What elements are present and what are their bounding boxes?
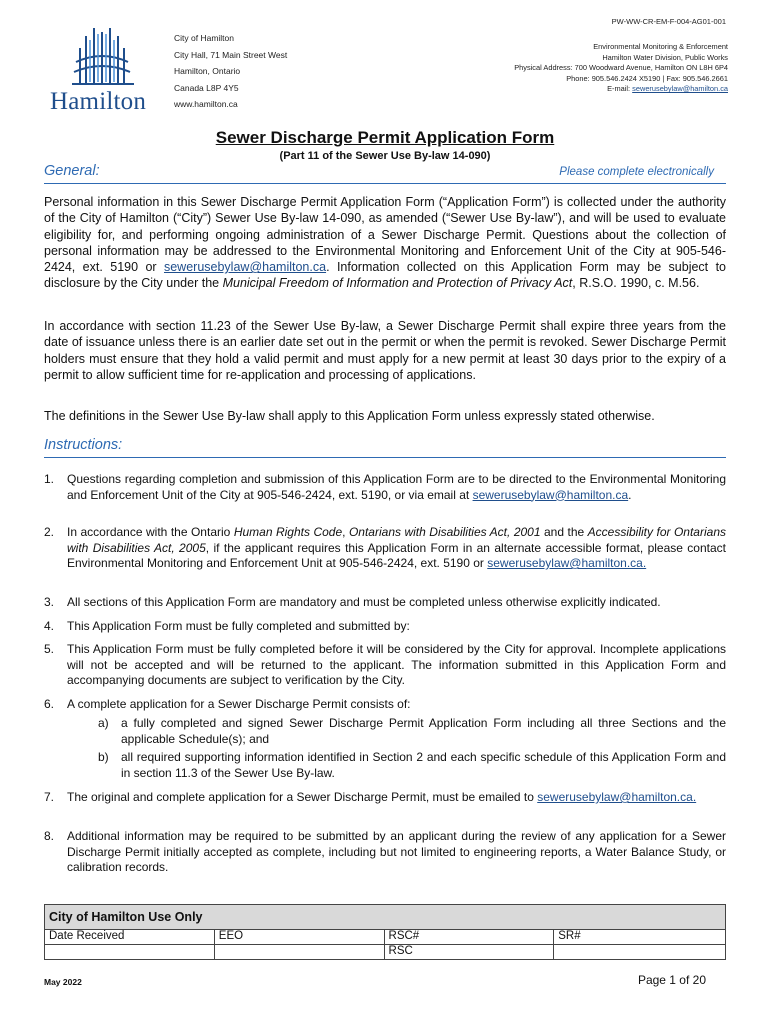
logo-wordmark: Hamilton: [50, 88, 147, 115]
city-address: [174, 30, 287, 113]
general-heading: General:: [44, 163, 100, 179]
empty-cell[interactable]: [214, 945, 384, 960]
instruction-item-6b: b) all required supporting information identified in Section 2 and each specific schedule of this Application Form and in section 11.3 of the Sewer Use By-law.: [98, 750, 726, 780]
instruction-item-6: 6. A complete application for a Sewer Discharge Permit consists of:: [44, 697, 411, 711]
empty-cell[interactable]: [554, 945, 726, 960]
dept-line: Environmental Monitoring & Enforcement: [593, 42, 728, 51]
footer-date: May 2022: [44, 977, 82, 987]
instruction-item-3: 3. All sections of this Application Form are mandatory and must be completed unless otherwise explicitly indicated.: [44, 595, 661, 609]
instruction-email-link[interactable]: sewerusebylaw@hamilton.ca.: [487, 556, 647, 570]
empty-cell[interactable]: [45, 945, 215, 960]
use-only-heading: City of Hamilton Use Only: [45, 905, 726, 930]
instruction-item-1: 1. Questions regarding completion and submission of this Application Form are to be directed to the Environmental Monitoring and Enforcement Unit of the City at 905-546-2424, ext. 5190, or via email at sewerusebylaw@hamilton.ca.: [44, 472, 726, 502]
address-line: City Hall, 71 Main Street West: [174, 49, 288, 60]
rsc-cell[interactable]: RSC: [384, 945, 554, 960]
expiry-paragraph: In accordance with section 11.23 of the Sewer Use By-law, a Sewer Discharge Permit shall expire three years from the date of issuance unless there is an earlier date set out in the permit or when the permit is revoked. Sewer Discharge Permit holders must ensure that they hold a valid permit and must apply for a new permit at least 30 days prior to the expiry of a permit to allow sufficient time for re-application and processing of applications.: [44, 319, 726, 382]
complete-electronically-note: Please complete electronically: [559, 166, 714, 178]
dept-email-link[interactable]: sewerusebylaw@hamilton.ca: [632, 84, 728, 94]
instruction-item-4: 4. This Application Form must be fully completed and submitted by:: [44, 619, 410, 633]
rsc-number-cell[interactable]: RSC#: [384, 930, 554, 945]
page-number: Page 1 of 20: [637, 973, 706, 987]
privacy-email-link[interactable]: sewerusebylaw@hamilton.ca: [163, 260, 327, 275]
hamilton-logo: [44, 22, 164, 118]
form-code: PW-WW-CR-EM-F-004-AG01-001: [611, 17, 726, 26]
website: www.hamilton.ca: [174, 99, 238, 109]
instruction-item-6a: a) a fully completed and signed Sewer Discharge Permit Application Form including all three Sections and the applicable Schedule(s); and: [98, 716, 726, 746]
address-line: City of Hamilton: [174, 33, 234, 43]
section-divider: [44, 183, 726, 184]
dept-line: Phone: 905.546.2424 X5190 | Fax: 905.546.2661: [566, 73, 728, 83]
instruction-email-link[interactable]: sewerusebylaw@hamilton.ca: [472, 487, 629, 502]
eeo-cell[interactable]: EEO: [214, 930, 384, 945]
privacy-paragraph: Personal information in this Sewer Discharge Permit Application Form (“Application Form”) is collected under the authority of the City of Hamilton (“City”) Sewer Use By-law 14-090, as amended (“Sewer Use By-law”), and will be used to evaluate eligibility for, and performing ongoing administration of a Sewer Discharge Permit. Questions about the collection of personal information may be addressed to the Environmental Monitoring and Enforcement Unit of the City at 905-546-2424, ext. 5190 or sewerusebylaw@hamilton.ca. Information collected on this Application Form may be subject to disclosure by the City under the Municipal Freedom of Information and Protection of Privacy Act, R.S.O. 1990, c. M.56.: [44, 195, 726, 291]
form-title: Sewer Discharge Permit Application Form: [215, 128, 555, 147]
address-line: Hamilton, Ontario: [174, 66, 241, 76]
date-received-cell[interactable]: Date Received: [45, 930, 215, 945]
dept-email-line: [514, 84, 728, 95]
form-subtitle: (Part 11 of the Sewer Use By-law 14-090): [279, 150, 491, 162]
instruction-email-link[interactable]: sewerusebylaw@hamilton.ca.: [537, 790, 697, 804]
department-contact: [514, 42, 728, 95]
instruction-item-8: 8. Additional information may be required to be submitted by an applicant during the review of any application for a Sewer Discharge Permit initially accepted as complete, including but not limited to engineering reports, a Water Balance Study, or calibration records.: [44, 829, 726, 874]
email-label: E-mail:: [607, 84, 633, 94]
address-line: Canada L8P 4Y5: [174, 82, 239, 93]
dept-line: Physical Address: 700 Woodward Avenue, Hamilton ON L8H 6P4: [514, 63, 728, 73]
hamilton-logo-icon: [44, 22, 164, 88]
definitions-paragraph: The definitions in the Sewer Use By-law shall apply to this Application Form unless expressly stated otherwise.: [44, 409, 655, 423]
instruction-item-5: 5. This Application Form must be fully completed before it will be considered by the City for approval. Incomplete applications will not be accepted and will be returned to the applicant. The information submitted in this Application Form and accompanying documents are subject to verification by the City.: [44, 642, 726, 687]
instructions-heading: Instructions:: [44, 437, 123, 453]
instruction-item-7: 7. The original and complete application for a Sewer Discharge Permit, must be emailed to sewerusebylaw@hamilton.ca.: [44, 790, 697, 804]
dept-line: Hamilton Water Division, Public Works: [602, 52, 728, 62]
instruction-item-2: 2. In accordance with the Ontario Human Rights Code, Ontarians with Disabilities Act, 2001 and the Accessibility for Ontarians with Disabilities Act, 2005, if the applicant requires this Application Form in an alternate accessible format, please contact Environmental Monitoring and Enforcement Unit at 905-546-2424, ext. 5190 or sewerusebylaw@hamilton.ca.: [44, 525, 726, 570]
city-use-only-table: [44, 904, 726, 960]
sr-number-cell[interactable]: SR#: [554, 930, 726, 945]
section-divider: [44, 457, 726, 458]
